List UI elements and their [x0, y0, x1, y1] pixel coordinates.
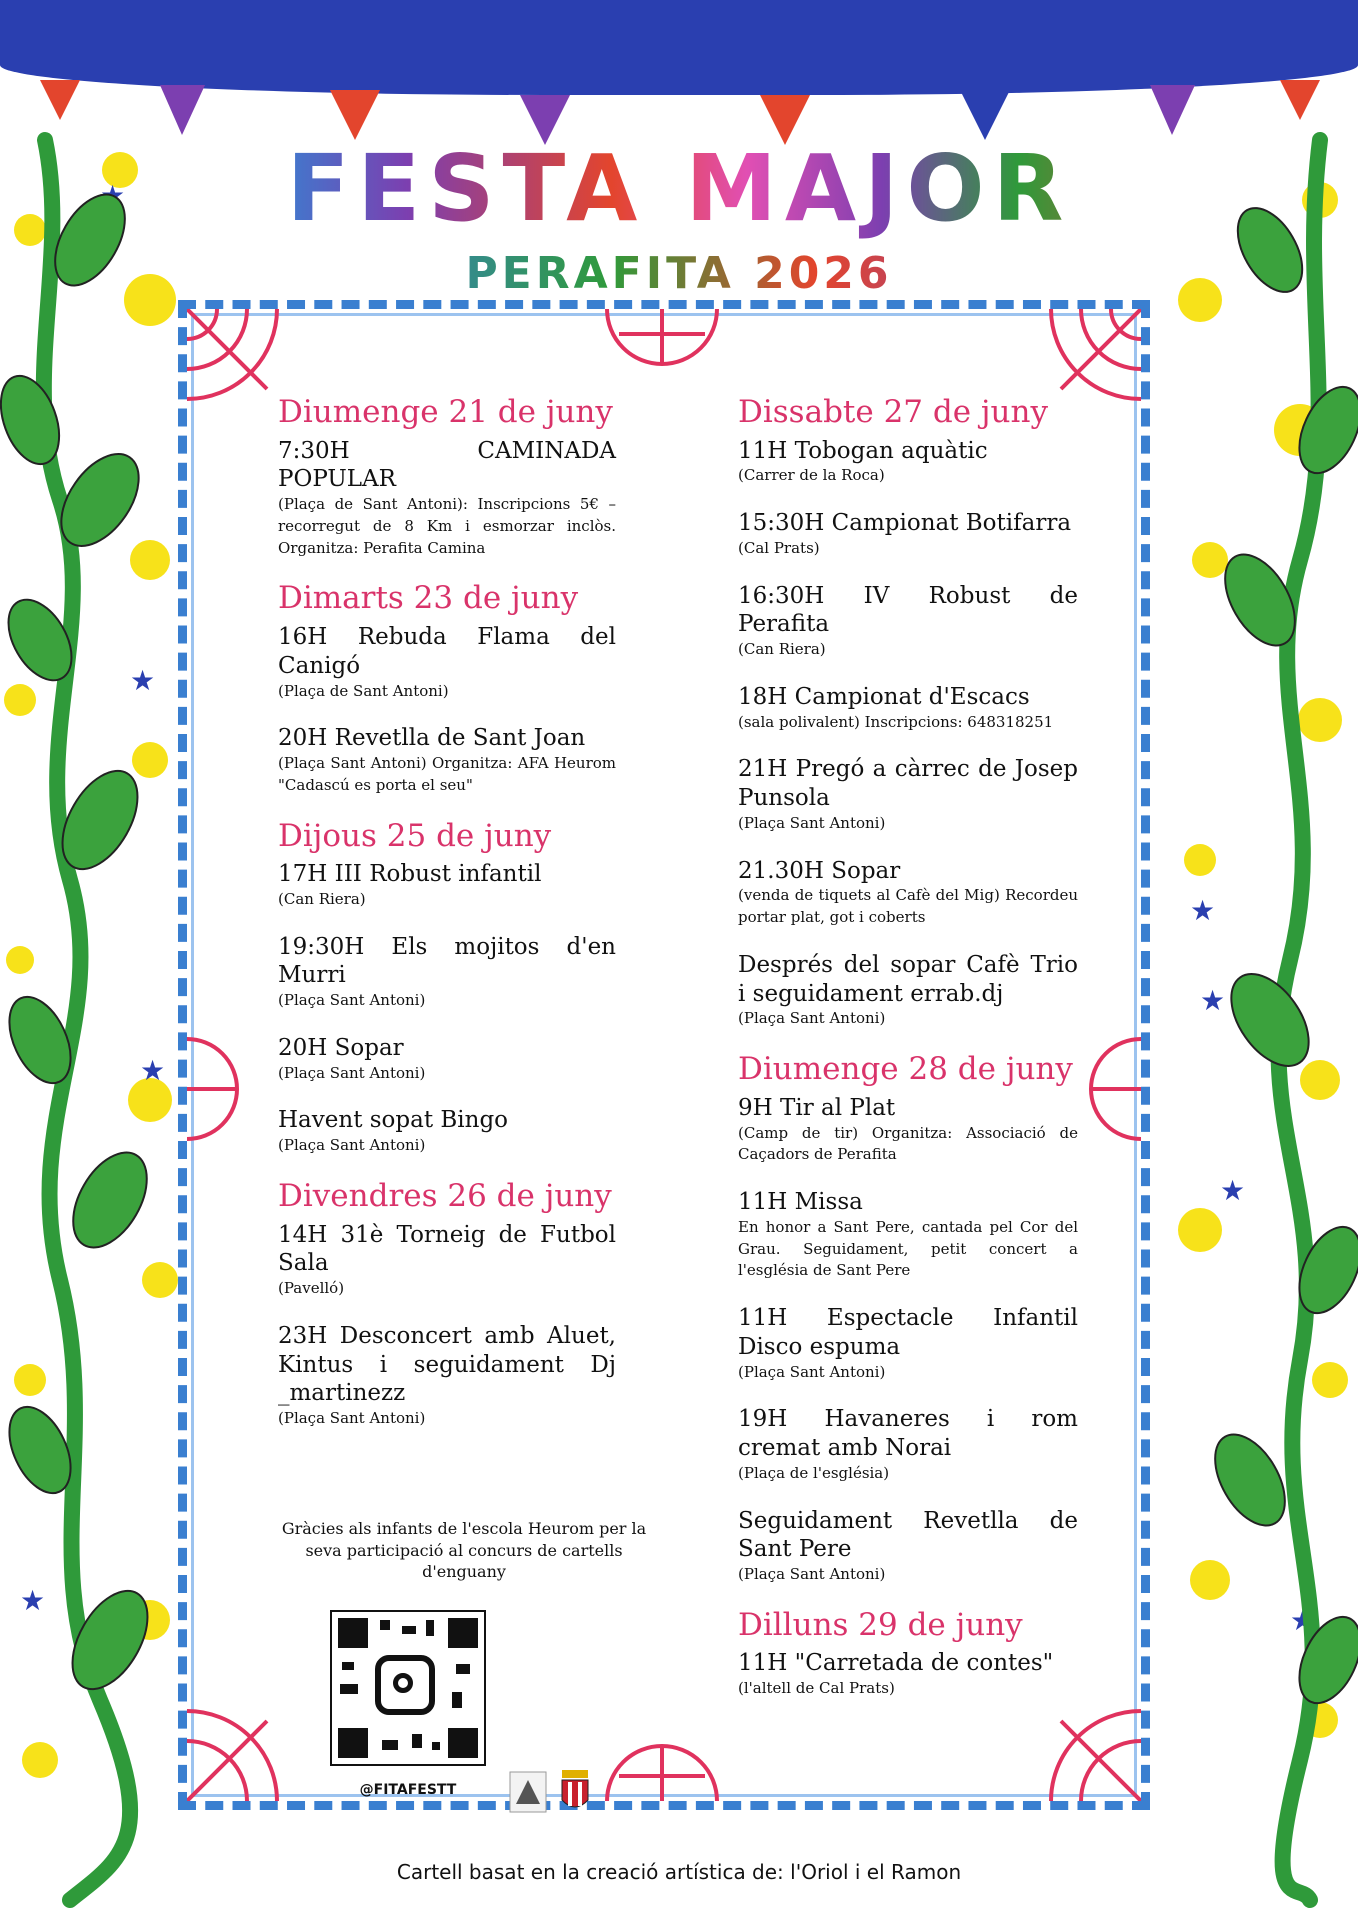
event-title: 21.30H Sopar [738, 857, 901, 884]
event-detail: (Pavelló) [278, 1279, 345, 1298]
svg-text:★: ★ [1290, 1604, 1316, 1637]
event-detail: (Cal Prats) [738, 538, 820, 557]
event-detail: (venda de tiquets al Cafè del Mig) Recordeu portar plat, got i coberts [738, 886, 1078, 927]
day-section [278, 581, 616, 796]
event-detail: (Plaça Sant Antoni) [738, 813, 886, 832]
event-detail: (Can Riera) [278, 889, 366, 908]
event [738, 509, 1078, 560]
event [738, 1649, 1078, 1700]
day-heading: Dilluns 29 de juny [738, 1606, 1023, 1643]
day-heading: Diumenge 21 de juny [278, 394, 613, 430]
day-heading: Dissabte 27 de juny [738, 394, 1048, 430]
event-title: 11H "Carretada de contes" [738, 1650, 1054, 1677]
event-title: 17H III Robust infantil [278, 861, 542, 888]
event [738, 1405, 1078, 1484]
event-detail: (Plaça Sant Antoni) [738, 1009, 886, 1028]
svg-text:★: ★ [140, 1054, 166, 1087]
event-detail: (Plaça Sant Antoni) Organitza: AFA Heurom "Cadascú es porta el seu" [278, 754, 616, 794]
event-title: 23H Desconcert amb Aluet, Kintus i seguidament Dj _martinezz [278, 1322, 616, 1407]
day-section [738, 1052, 1078, 1586]
event [738, 1304, 1078, 1383]
event-title: 9H Tir al Plat [738, 1094, 896, 1121]
event-title: Després del sopar Cafè Trio i seguidament errab.dj [738, 951, 1078, 1007]
event [738, 1188, 1078, 1282]
event-title: Seguidament Revetlla de Sant Pere [738, 1507, 1078, 1563]
instagram-icon[interactable] [375, 1655, 435, 1715]
event-title: 11H Missa [738, 1189, 863, 1216]
event-detail: (Plaça de Sant Antoni): Inscripcions 5€ – recorregut de 8 Km i esmorzar inclòs. Organitza: Perafita Camina [278, 495, 616, 557]
event [278, 1322, 616, 1430]
event [278, 437, 616, 560]
day-section [278, 1179, 616, 1430]
event [278, 623, 616, 702]
event [278, 1221, 616, 1300]
event-detail: (Plaça Sant Antoni) [278, 991, 426, 1010]
day-heading: Diumenge 28 de juny [738, 1051, 1073, 1088]
event-title: Havent sopat Bingo [278, 1107, 509, 1134]
event-title: 11H Espectacle Infantil Disco espuma [738, 1305, 1078, 1360]
day-section [738, 1608, 1078, 1700]
svg-text:★: ★ [1220, 1174, 1246, 1207]
day-heading: Dijous 25 de juny [278, 817, 552, 854]
event-detail: (sala polivalent) Inscripcions: 648318251 [738, 712, 1054, 731]
event-detail: (Plaça Sant Antoni) [278, 1063, 426, 1082]
fitafestt-logo [510, 1772, 546, 1812]
page-subtitle: PERAFITA 2026 [0, 248, 1358, 299]
event [738, 1094, 1078, 1166]
day-section [738, 395, 1078, 1030]
event [278, 1106, 616, 1157]
event-title: 16:30H IV Robust de Perafita [738, 582, 1078, 638]
event [738, 1507, 1078, 1586]
event-detail: (Plaça Sant Antoni) [738, 1565, 886, 1584]
day-section [278, 819, 616, 1157]
day-heading: Divendres 26 de juny [278, 1177, 612, 1214]
event [278, 1034, 616, 1085]
event [738, 857, 1078, 929]
day-section [278, 395, 616, 559]
partner-logos [508, 1768, 598, 1816]
event-detail: (Plaça Sant Antoni) [278, 1409, 426, 1428]
event-title: 19:30H Els mojitos d'en Murri [278, 933, 616, 989]
event [738, 582, 1078, 661]
schedule-left-column [278, 395, 616, 1452]
event-detail: (Carrer de la Roca) [738, 466, 885, 485]
event [738, 755, 1078, 834]
thanks-note: Gràcies als infants de l'escola Heurom per la seva participació al concurs de cartells d'enguany [281, 1519, 647, 1582]
event-title: 19H Havaneres i rom cremat amb Norai [738, 1406, 1078, 1462]
event-title: 7:30H CAMINADA POPULAR [278, 437, 616, 493]
page-title: FESTA MAJOR [0, 135, 1358, 242]
event-title: 11H Tobogan aquàtic [738, 437, 988, 464]
svg-text:★: ★ [1190, 894, 1216, 927]
event-detail: (Plaça Sant Antoni) [278, 1136, 426, 1155]
event-detail: (Camp de tir) Organitza: Associació de Caçadors de Perafita [738, 1123, 1078, 1164]
event-detail: (Can Riera) [738, 640, 826, 659]
town-crest-icon [562, 1770, 588, 1807]
event-title: 20H Revetlla de Sant Joan [278, 725, 586, 752]
event-title: 18H Campionat d'Escacs [738, 683, 1030, 710]
svg-text:★: ★ [1200, 984, 1226, 1017]
event-detail: En honor a Sant Pere, cantada pel Cor del Grau. Seguidament, petit concert a l'església de Sant Pere [738, 1217, 1078, 1280]
event-title: 20H Sopar [278, 1034, 404, 1061]
event-detail: (l'altell de Cal Prats) [738, 1679, 895, 1698]
event [738, 951, 1078, 1030]
event-title: 14H 31è Torneig de Futbol Sala [278, 1221, 616, 1277]
artwork-credit: Cartell basat en la creació artística de: l'Oriol i el Ramon [396, 1860, 962, 1884]
social-handle[interactable]: @FITAFESTT [359, 1782, 457, 1798]
event [738, 437, 1078, 488]
event-detail: (Plaça de l'església) [738, 1463, 890, 1482]
event-title: 15:30H Campionat Botifarra [738, 510, 1072, 537]
event [278, 860, 616, 911]
event-title: 16H Rebuda Flama del Canigó [278, 624, 616, 679]
event-detail: (Plaça de Sant Antoni) [278, 681, 449, 700]
event-title: 21H Pregó a càrrec de Josep Punsola [738, 756, 1078, 812]
event [738, 683, 1078, 734]
svg-text:★: ★ [20, 1584, 46, 1617]
event [278, 933, 616, 1012]
svg-text:★: ★ [130, 664, 156, 697]
day-heading: Dimarts 23 de juny [278, 580, 579, 617]
event-detail: (Plaça Sant Antoni) [738, 1362, 886, 1381]
schedule-right-column [738, 395, 1078, 1722]
event [278, 724, 616, 796]
